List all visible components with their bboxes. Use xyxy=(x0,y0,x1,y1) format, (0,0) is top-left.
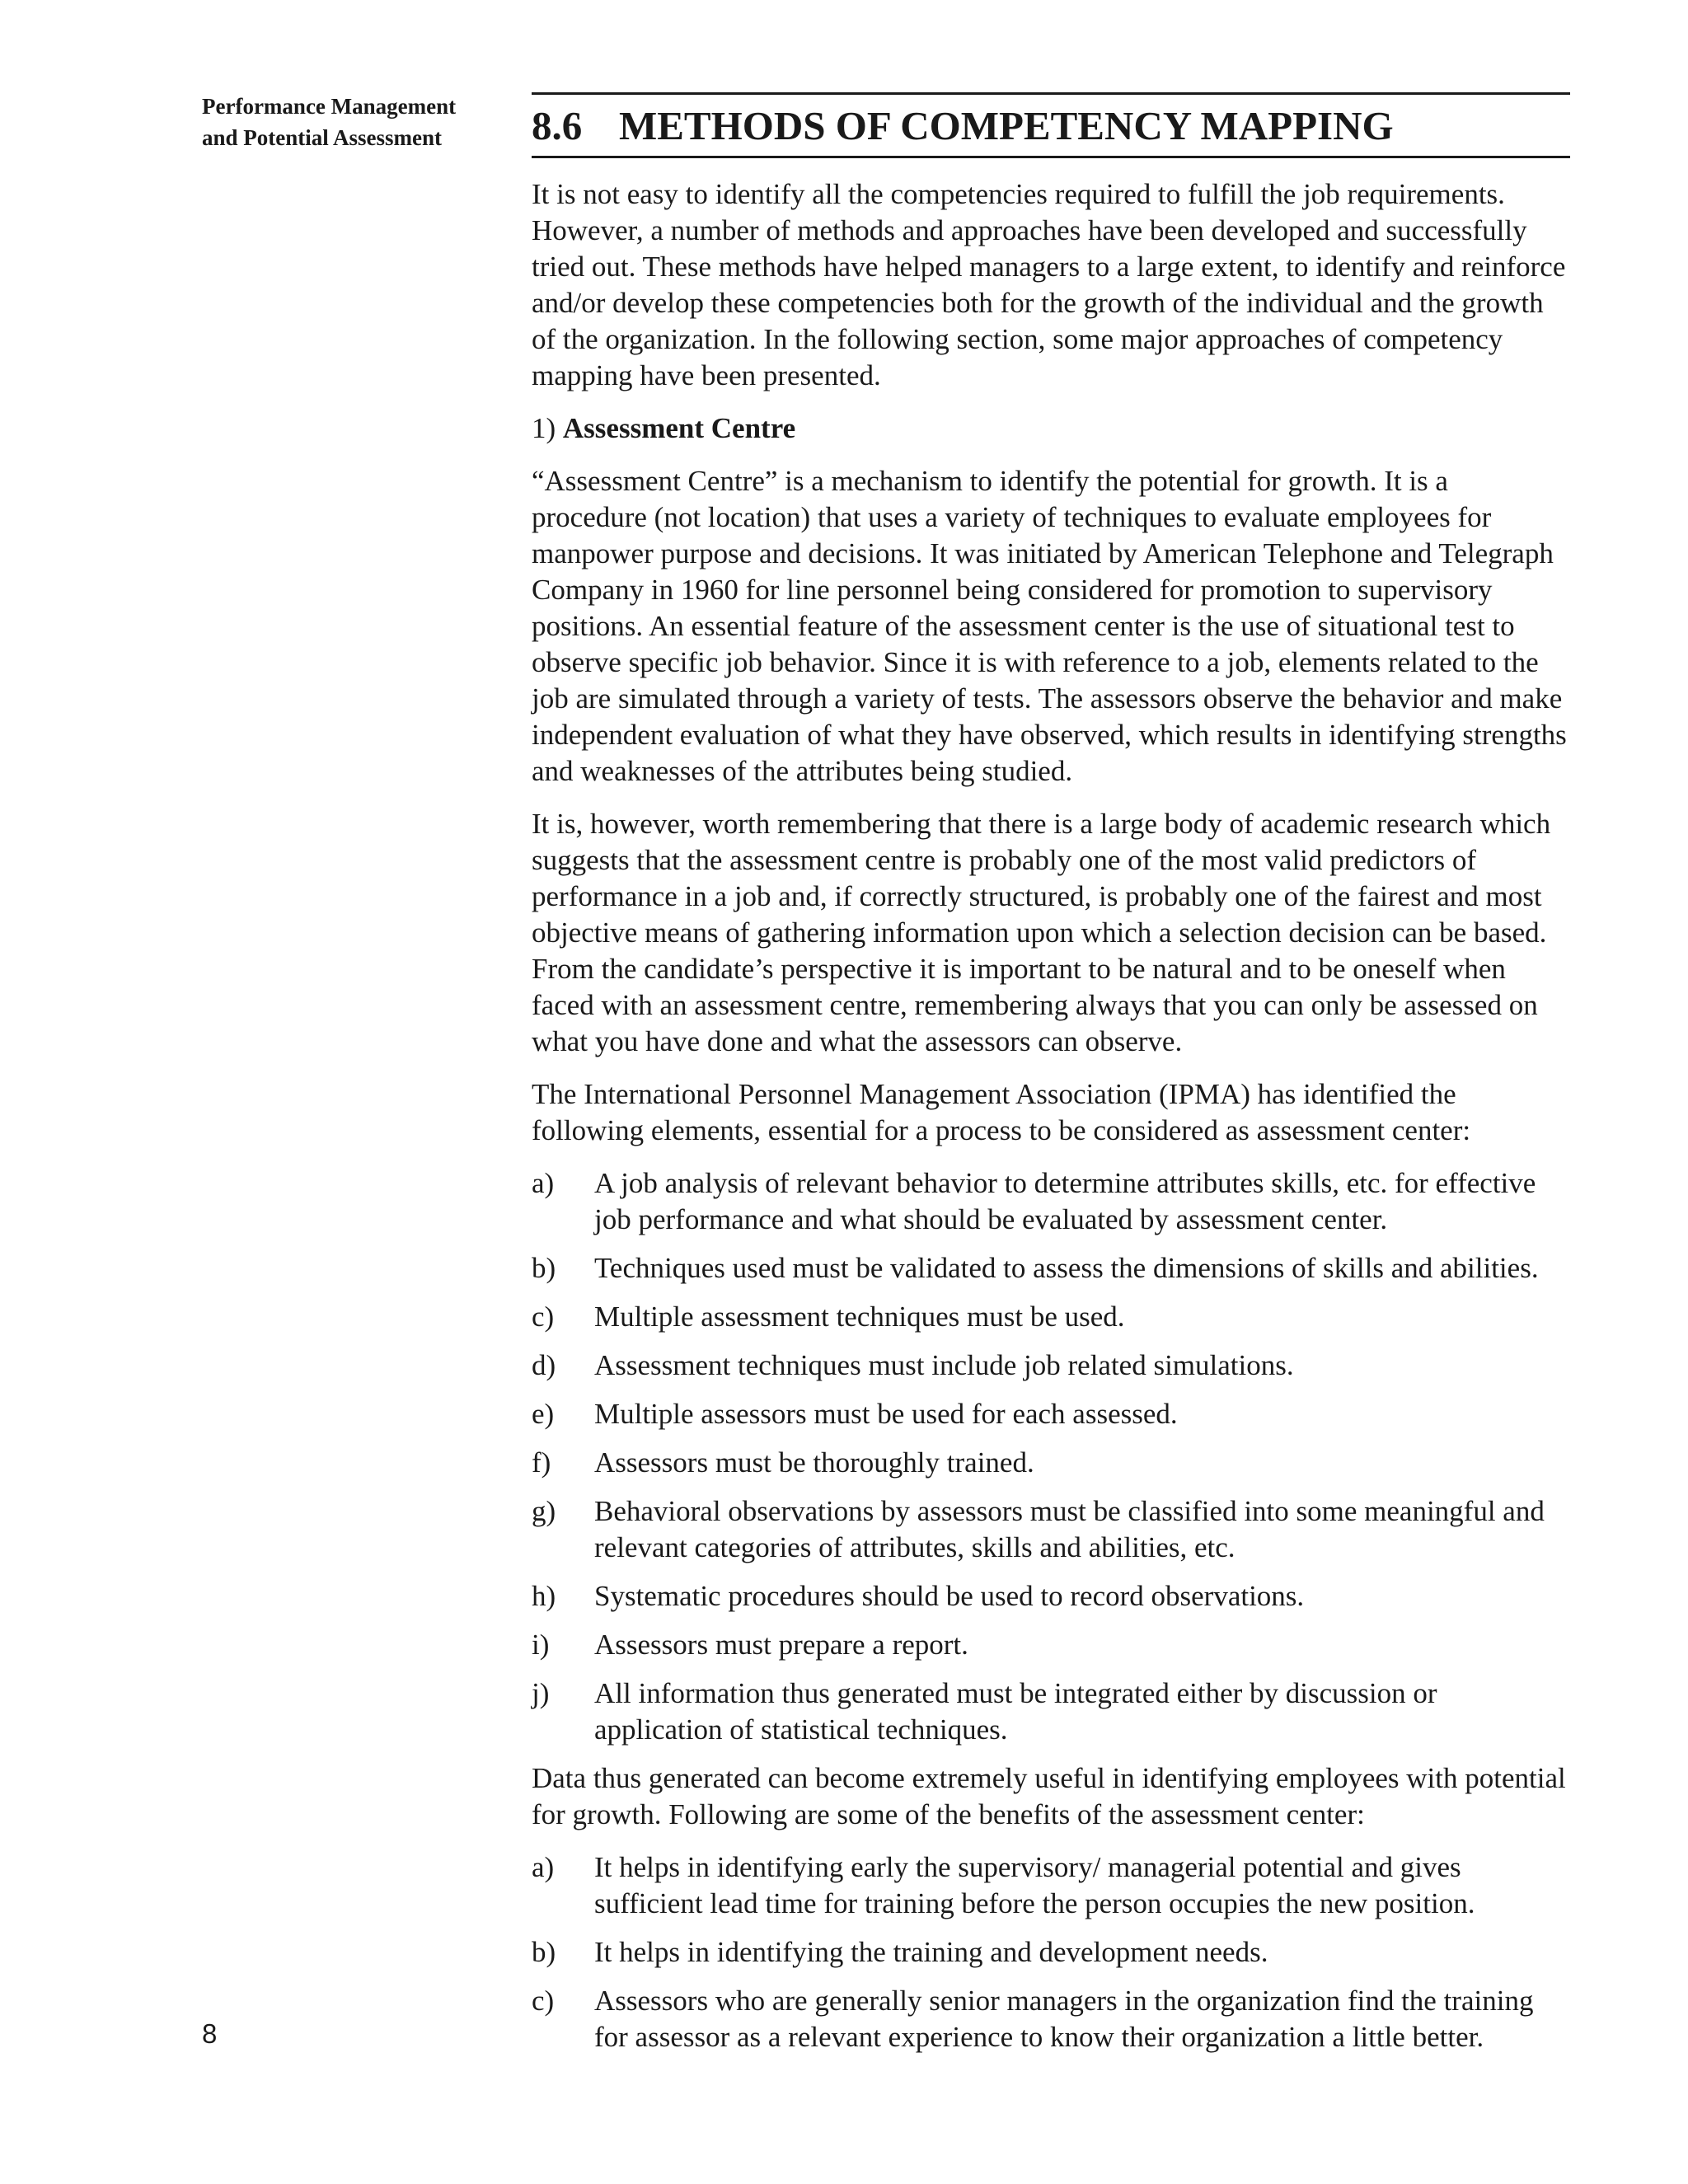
list-marker: c) xyxy=(532,1985,555,2017)
list-text: Techniques used must be validated to assess the dimensions of skills and abilities. xyxy=(594,1252,1539,1284)
list-item xyxy=(532,1675,1570,1748)
elements-list xyxy=(532,1165,1570,1748)
list-marker: a) xyxy=(532,1167,555,1199)
list-marker: e) xyxy=(532,1398,555,1430)
list-marker: f) xyxy=(532,1446,551,1479)
list-text: Systematic procedures should be used to record observations. xyxy=(594,1580,1305,1612)
running-header-line-1: Performance Management xyxy=(202,94,457,119)
benefits-intro-paragraph: Data thus generated can become extremely useful in identifying employees with potential for growth. Following are some of the benefits of the assessment center: xyxy=(532,1762,1566,1830)
list-item xyxy=(532,1849,1570,1922)
list-item xyxy=(532,1396,1570,1432)
list-text: All information thus generated must be integrated either by discussion or application of statistical techniques. xyxy=(594,1677,1437,1746)
list-marker: h) xyxy=(532,1580,556,1612)
intro-paragraph: It is not easy to identify all the competencies required to fulfill the job requirements. However, a number of methods and approaches have been developed and successfully tried out. These methods have helped managers to a large extent, to identify and reinforce and/or develop these competencies both for the growth of the individual and the growth of the organization. In the following section, some major approaches of competency mapping have been presented. xyxy=(532,178,1566,391)
list-text: It helps in identifying early the supervisory/ managerial potential and gives sufficient lead time for training before the person occupies the new position. xyxy=(594,1851,1475,1919)
list-item xyxy=(532,1983,1570,2055)
running-header xyxy=(202,91,499,153)
list-text: Assessors must prepare a report. xyxy=(594,1629,968,1661)
list-marker: i) xyxy=(532,1629,550,1661)
list-marker: c) xyxy=(532,1301,555,1333)
list-text: Assessors must be thoroughly trained. xyxy=(594,1446,1034,1479)
list-text: Multiple assessment techniques must be used. xyxy=(594,1301,1125,1333)
list-item xyxy=(532,1578,1570,1615)
section-heading-block xyxy=(532,92,1570,158)
running-header-line-2: and Potential Assessment xyxy=(202,125,443,150)
list-text: Multiple assessors must be used for each assessed. xyxy=(594,1398,1178,1430)
list-marker: b) xyxy=(532,1936,556,1968)
list-text: Behavioral observations by assessors must be classified into some meaningful and relevant categories of attributes, skills and abilities, etc. xyxy=(594,1495,1545,1563)
list-item xyxy=(532,1165,1570,1238)
list-item xyxy=(532,1347,1570,1384)
paragraph: The International Personnel Management Association (IPMA) has identified the following elements, essential for a process to be considered as assessment center: xyxy=(532,1078,1471,1146)
page-number: 8 xyxy=(202,2018,218,2049)
subsection-number: 1) xyxy=(532,412,556,444)
paragraph: “Assessment Centre” is a mechanism to identify the potential for growth. It is a procedure (not location) that uses a variety of techniques to evaluate employees for manpower purpose and decisions. It was initiated by American Telephone and Telegraph Company in 1960 for line personnel being considered for promotion to supervisory positions. An essential feature of the assessment center is the use of situational test to observe specific job behavior. Since it is with reference to a job, elements related to the job are simulated through a variety of tests. The assessors observe the behavior and make independent evaluation of what they have observed, which results in identifying strengths and weaknesses of the attributes being studied. xyxy=(532,465,1567,787)
section-number: 8.6 xyxy=(532,103,583,148)
section-title: METHODS OF COMPETENCY MAPPING xyxy=(619,103,1394,148)
list-marker: d) xyxy=(532,1349,556,1381)
list-text: A job analysis of relevant behavior to determine attributes skills, etc. for effective job performance and what should be evaluated by assessment center. xyxy=(594,1167,1536,1235)
subsection-title: Assessment Centre xyxy=(562,412,796,444)
list-marker: j) xyxy=(532,1677,550,1709)
list-marker: b) xyxy=(532,1252,556,1284)
list-item xyxy=(532,1627,1570,1663)
list-marker: a) xyxy=(532,1851,555,1883)
list-text: It helps in identifying the training and development needs. xyxy=(594,1936,1268,1968)
list-text: Assessment techniques must include job related simulations. xyxy=(594,1349,1294,1381)
list-item xyxy=(532,1493,1570,1566)
benefits-list xyxy=(532,1849,1570,2055)
list-item xyxy=(532,1250,1570,1286)
list-item xyxy=(532,1445,1570,1481)
subsection-heading xyxy=(532,410,1570,447)
list-item xyxy=(532,1934,1570,1971)
main-content xyxy=(532,92,1570,2068)
list-marker: g) xyxy=(532,1495,556,1527)
list-text: Assessors who are generally senior managers in the organization find the training for assessor as a relevant experience to know their organization a little better. xyxy=(594,1985,1534,2053)
section-heading xyxy=(532,101,1570,151)
list-item xyxy=(532,1299,1570,1335)
paragraph: It is, however, worth remembering that there is a large body of academic research which suggests that the assessment centre is probably one of the most valid predictors of performance in a job and, if correctly structured, is probably one of the fairest and most objective means of gathering information upon which a selection decision can be based. From the candidate’s perspective it is important to be natural and to be oneself when faced with an assessment centre, remembering always that you can only be assessed on what you have done and what the assessors can observe. xyxy=(532,808,1551,1057)
